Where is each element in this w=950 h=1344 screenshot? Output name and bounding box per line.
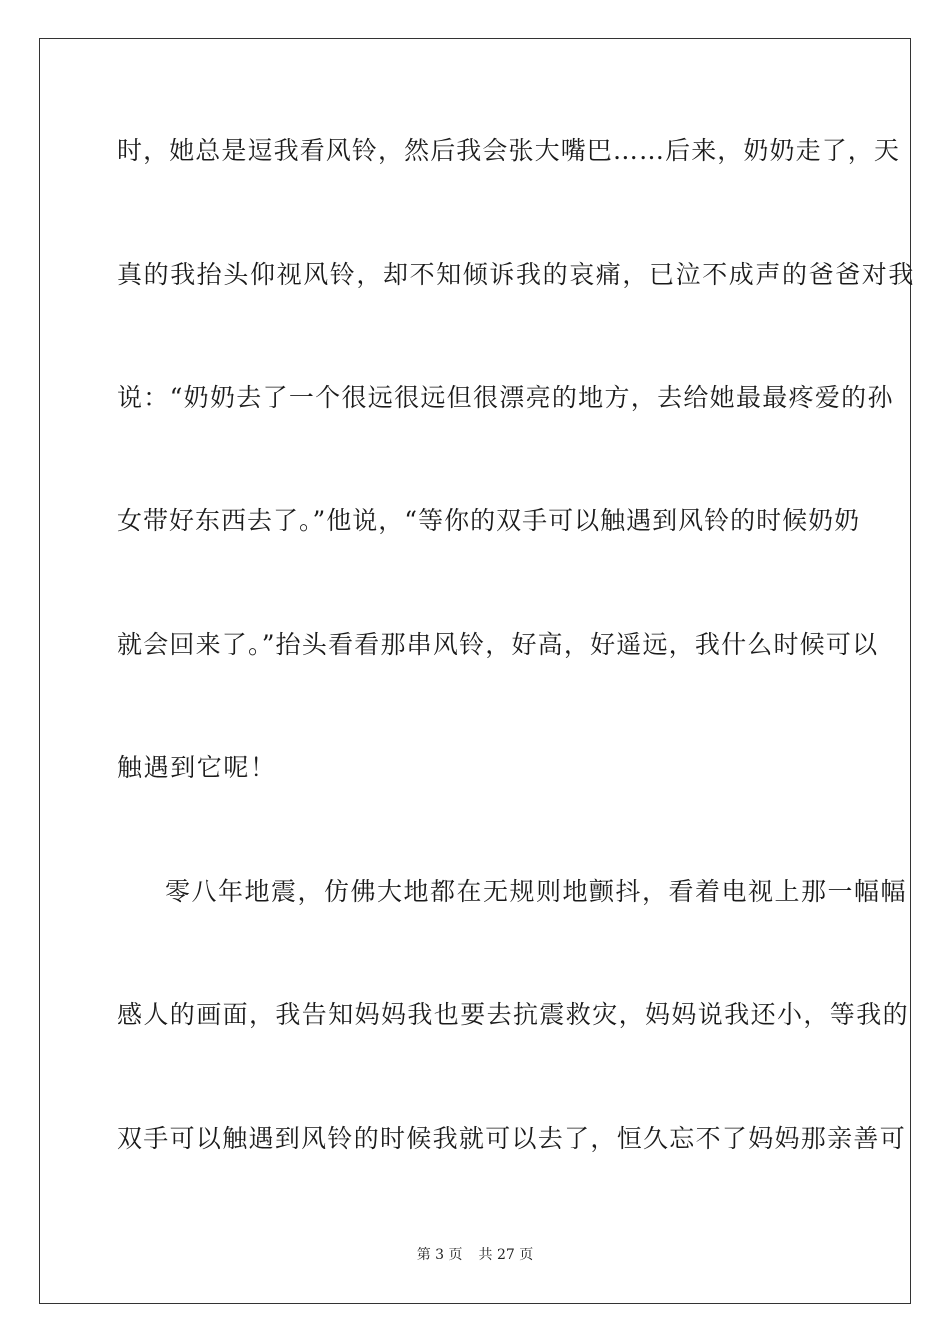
- text-line: 说：“奶奶去了一个很远很远但很漂亮的地方，去给她最最疼爱的孙: [117, 383, 894, 412]
- text-line: 感人的画面，我告知妈妈我也要去抗震救灾，妈妈说我还小，等我的: [117, 1000, 910, 1029]
- text-line: 触遇到它呢！: [117, 753, 277, 782]
- page-frame: [39, 38, 916, 1304]
- text-line: 就会回来了。”抬头看看那串风铃，好高，好遥远，我什么时候可以: [117, 630, 879, 659]
- text-line: 真的我抬头仰视风铃，却不知倾诉我的哀痛，已泣不成声的爸爸对我: [117, 260, 916, 289]
- text-line: 女带好东西去了。”他说，“等你的双手可以触遇到风铃的时候奶奶: [117, 506, 861, 535]
- text-line: 时，她总是逗我看风铃，然后我会张大嘴巴……后来，奶奶走了，天: [117, 136, 901, 165]
- page-footer: [0, 1246, 950, 1264]
- total-pages: 共 27 页: [478, 1247, 534, 1263]
- page-number: 第 3 页: [416, 1247, 463, 1263]
- text-line: 双手可以触遇到风铃的时候我就可以去了，恒久忘不了妈妈那亲善可: [117, 1124, 907, 1153]
- paragraph-first-line: 零八年地震，仿佛大地都在无规则地颤抖，看着电视上那一幅幅: [165, 877, 908, 906]
